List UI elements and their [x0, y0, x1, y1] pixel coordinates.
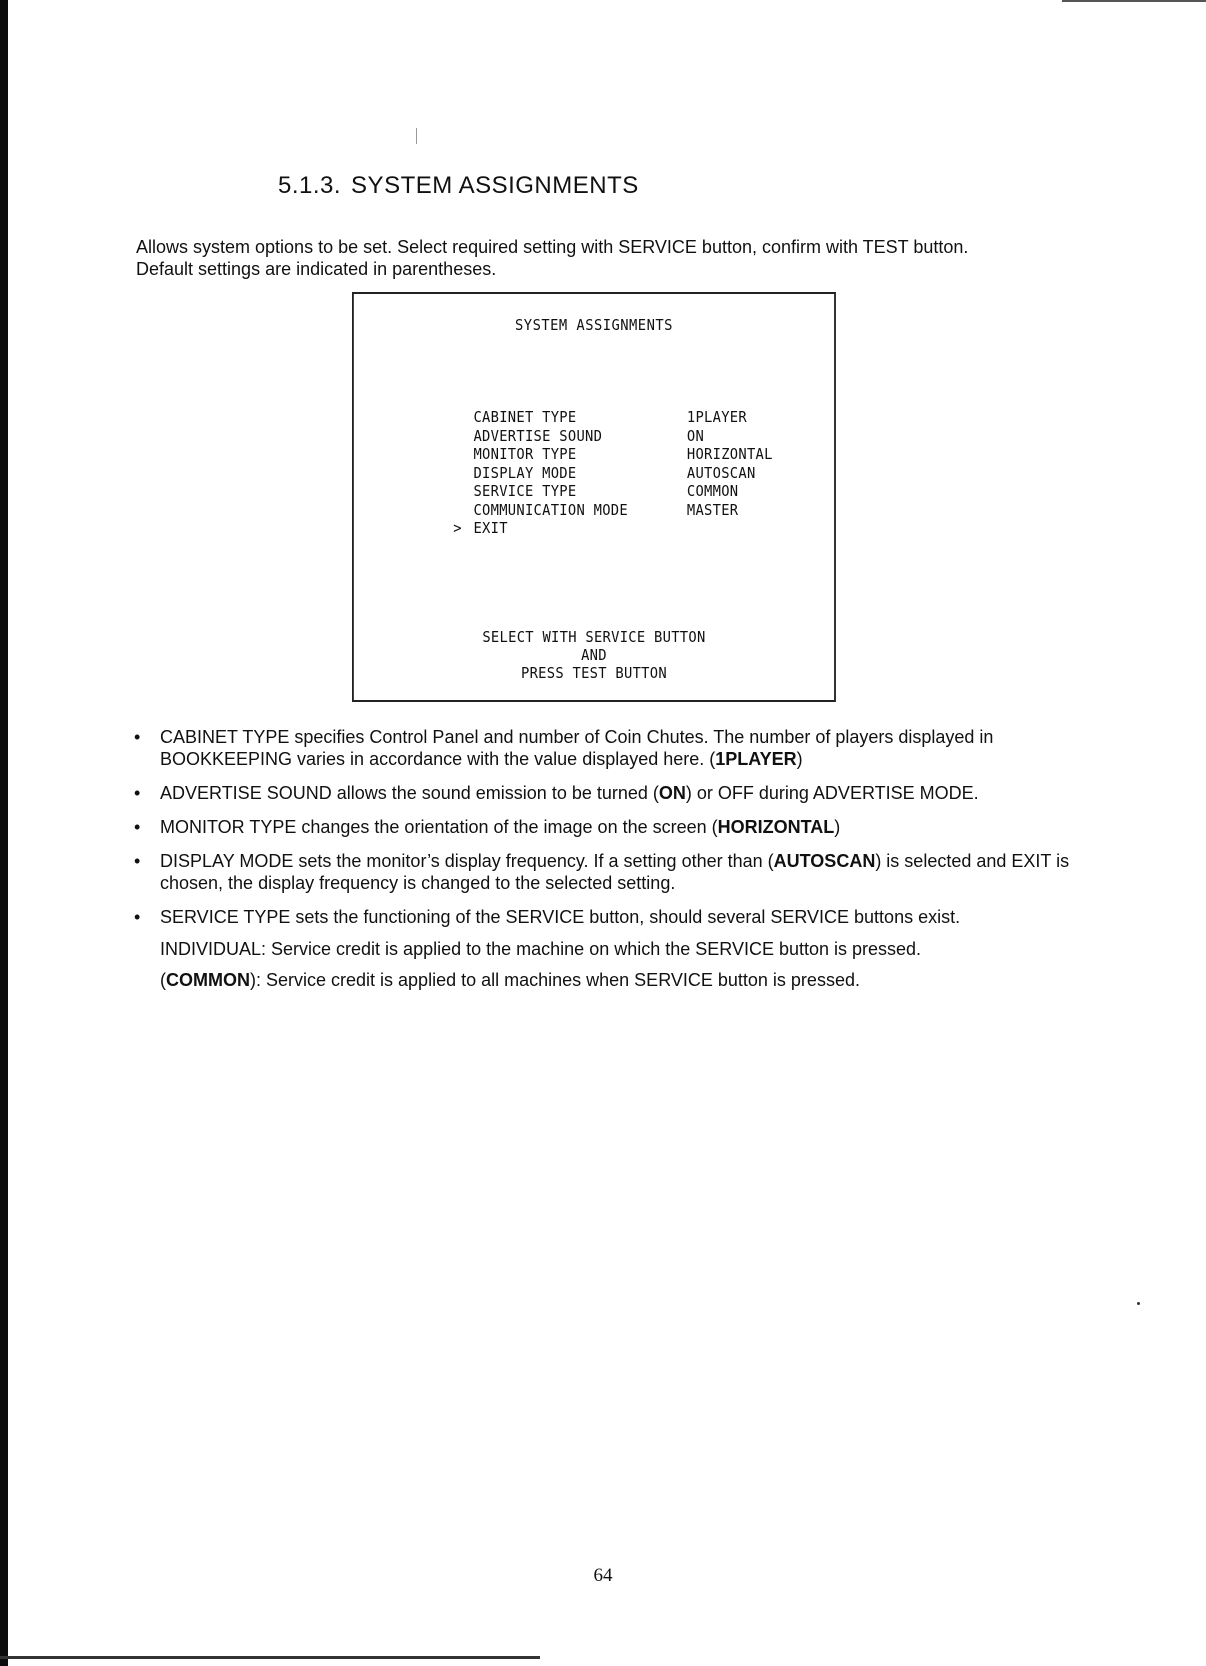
- menu-item-label: COMMUNICATION MODE: [473, 500, 628, 519]
- section-number: 5.1.3.: [278, 172, 342, 199]
- test-mode-screen: [352, 292, 836, 702]
- menu-item-label: MONITOR TYPE: [473, 445, 577, 463]
- note-monitor-type: • MONITOR TYPE changes the orientation of the image on the screen (HORIZONTAL): [130, 816, 1080, 838]
- menu-item-value: COMMON: [686, 482, 739, 500]
- menu-item-label: EXIT: [473, 519, 508, 537]
- screen-instructions: [354, 628, 834, 682]
- screen-title: SYSTEM ASSIGNMENTS: [515, 316, 673, 334]
- default-value: AUTOSCAN: [773, 851, 876, 871]
- menu-item-value: ON: [686, 426, 705, 445]
- instruction-line-2: AND: [581, 646, 607, 664]
- default-value: ON: [658, 783, 686, 803]
- note-common: (COMMON): Service credit is applied to all machines when SERVICE button is pressed.: [160, 970, 860, 990]
- scan-edge-left: [0, 0, 8, 1666]
- page-number: 64: [593, 1565, 613, 1586]
- section-heading: [278, 172, 639, 200]
- menu-item-value: 1PLAYER: [686, 408, 747, 426]
- menu-item-value: HORIZONTAL: [686, 445, 773, 463]
- menu-item-label: SERVICE TYPE: [473, 482, 577, 500]
- menu-item-advertise-sound: [453, 427, 773, 446]
- selection-cursor: >: [453, 519, 462, 537]
- menu-item-service-type: [453, 482, 773, 501]
- scan-edge-bottom: [0, 1656, 540, 1659]
- intro-line-1: Allows system options to be set. Select required setting with SERVICE button, confirm with TEST button.: [136, 237, 969, 257]
- menu-item-value: MASTER: [686, 500, 739, 519]
- instruction-line-3: PRESS TEST BUTTON: [520, 664, 667, 682]
- menu-item-exit: [453, 519, 773, 538]
- intro-line-2: Default settings are indicated in parentheses.: [136, 259, 497, 279]
- note-individual: INDIVIDUAL: Service credit is applied to the machine on which the SERVICE button is pressed.: [160, 939, 922, 959]
- default-value: COMMON: [166, 970, 250, 990]
- instruction-line-1: SELECT WITH SERVICE BUTTON: [482, 628, 706, 646]
- menu-item-label: DISPLAY MODE: [473, 463, 577, 482]
- option-descriptions: [130, 726, 1080, 1002]
- default-value: HORIZONTAL: [717, 817, 835, 837]
- menu-item-display-mode: [453, 464, 773, 483]
- scan-dot: [1137, 1302, 1140, 1305]
- note-display-mode: • DISPLAY MODE sets the monitor’s display frequency. If a setting other than (AUTOSCAN) is selected and EXIT is chosen, the display frequency is changed to the selected setting.: [130, 850, 1080, 894]
- note-advertise-sound: • ADVERTISE SOUND allows the sound emission to be turned (ON) or OFF during ADVERTISE MODE.: [130, 782, 1080, 804]
- menu-item-label: CABINET TYPE: [473, 408, 577, 426]
- intro-paragraph: [136, 236, 1096, 280]
- scan-mark: [416, 128, 417, 144]
- scan-edge-top: [1062, 0, 1206, 2]
- menu-item-monitor-type: [453, 445, 773, 464]
- menu-item-label: ADVERTISE SOUND: [473, 426, 603, 445]
- settings-menu: [453, 408, 773, 538]
- menu-item-communication-mode: [453, 501, 773, 520]
- default-value: 1PLAYER: [715, 749, 797, 769]
- section-title: SYSTEM ASSIGNMENTS: [351, 172, 639, 199]
- menu-item-value: AUTOSCAN: [686, 463, 756, 482]
- note-cabinet-type: • CABINET TYPE specifies Control Panel and number of Coin Chutes. The number of players displayed in BOOKKEEPING varies in accordance with the value displayed here. (1PLAYER): [130, 726, 1080, 770]
- note-service-type: • SERVICE TYPE sets the functioning of the SERVICE button, should several SERVICE buttons exist.: [130, 906, 1080, 928]
- menu-item-cabinet-type: [453, 408, 773, 427]
